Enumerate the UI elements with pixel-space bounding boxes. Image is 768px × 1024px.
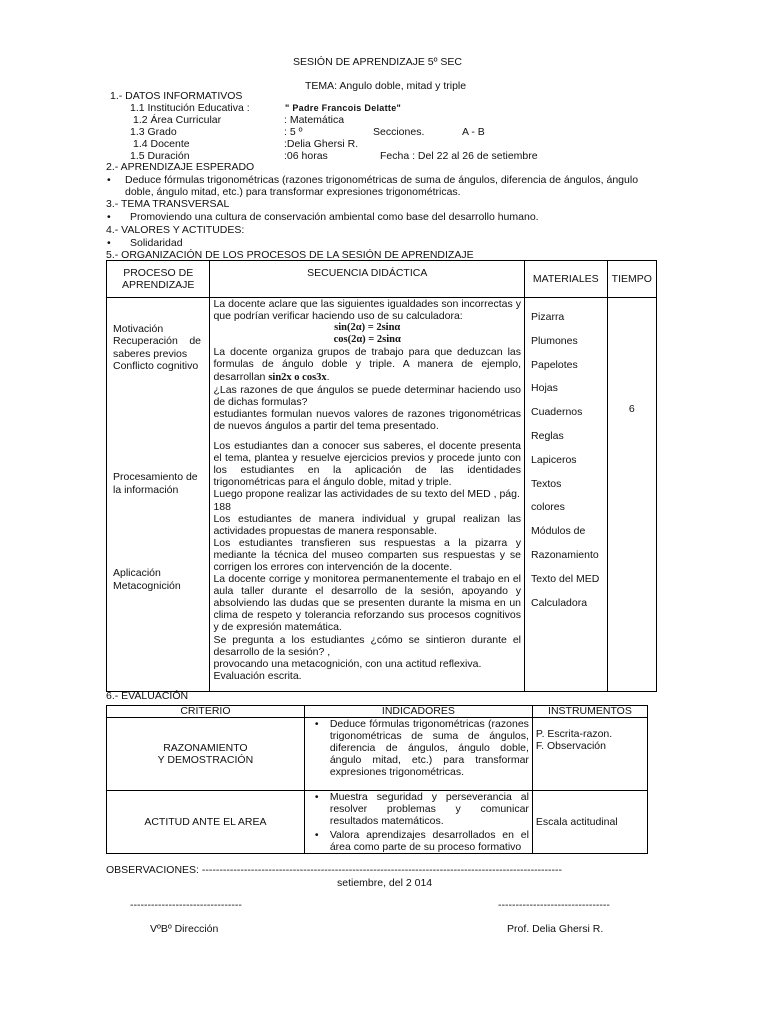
evaluacion-table bbox=[106, 705, 648, 854]
material-item: Módulos de bbox=[531, 525, 586, 538]
material-item: Texto del MED bbox=[531, 572, 600, 585]
transversal-item: Promoviendo una cultura de conservación ambiental como base del desarrollo humano. bbox=[130, 211, 539, 223]
datos-label-institucion: 1.1 Institución Educativa : bbox=[130, 102, 250, 114]
secuencia-p2-text: La docente organiza grupos de trabajo para que deduzcan las formulas de ángulo doble y triple. A manera de ejemplo, desarrollan bbox=[213, 346, 522, 383]
proceso-recuperacion: Recuperación de saberes previos bbox=[113, 335, 201, 360]
criterio-actitud: ACTITUD ANTE EL AREA bbox=[107, 791, 305, 854]
criterio-razonamiento: RAZONAMIENTO Y DEMOSTRACIÓN bbox=[107, 718, 305, 791]
table-body-row bbox=[107, 298, 657, 692]
document-title: SESIÓN DE APRENDIZAJE 5º SEC bbox=[293, 56, 462, 68]
material-item: Lapiceros bbox=[531, 453, 577, 466]
material-item: Razonamiento bbox=[531, 548, 599, 561]
organizacion-table bbox=[106, 260, 657, 692]
secciones-value: A - B bbox=[462, 126, 485, 138]
signature-label-profesora: Prof. Delia Ghersi R. bbox=[507, 923, 604, 935]
section-heading-evaluacion: 6.- EVALUACIÓN bbox=[106, 690, 189, 702]
bullet-icon: • bbox=[107, 237, 111, 249]
section-heading-organizacion: 5.- ORGANIZACIÓN DE LOS PROCESOS DE LA SESIÓN DE APRENDIZAJE bbox=[106, 249, 474, 261]
proceso-metacognicion: Metacognición bbox=[113, 579, 181, 592]
table-header-row bbox=[107, 261, 657, 298]
instrumentos-cell bbox=[532, 718, 647, 791]
datos-value-docente: :Delia Ghersi R. bbox=[284, 138, 359, 150]
instrumento-item: Escala actitudinal bbox=[535, 816, 618, 828]
header-indicadores: INDICADORES bbox=[304, 706, 532, 718]
secuencia-p2-math: sin2x o cos3x bbox=[268, 371, 327, 383]
material-item: Calculadora bbox=[531, 596, 588, 609]
fecha-text: Fecha : Del 22 al 26 de setiembre bbox=[380, 150, 538, 162]
material-item: Hojas bbox=[531, 382, 558, 395]
secuencia-cell bbox=[210, 298, 525, 692]
proceso-cell bbox=[107, 298, 210, 692]
observaciones-line: OBSERVACIONES: ------------------------------------------------------------------------------------------------------- bbox=[106, 864, 563, 876]
tiempo-cell: 6 bbox=[607, 298, 656, 692]
secuencia-p11: provocando una metacognición, con una actitud reflexiva. bbox=[213, 657, 482, 670]
section-heading-transversal: 3.- TEMA TRANSVERSAL bbox=[106, 198, 230, 210]
instrumento-item: F. Observación bbox=[535, 740, 606, 752]
material-item: Papelotes bbox=[531, 358, 578, 371]
secuencia-p2: La docente organiza grupos de trabajo para que deduzcan las formulas de ángulo doble y triple. A manera de ejemplo, desarrollan sin2x o cos3x. bbox=[213, 346, 522, 383]
materiales-cell bbox=[525, 298, 608, 692]
instrumento-item: P. Escrita-razon. bbox=[535, 728, 613, 740]
secuencia-p12: Evaluación escrita. bbox=[213, 669, 302, 682]
signature-line-left: -------------------------------- bbox=[130, 899, 242, 911]
instrumentos-cell bbox=[532, 791, 647, 854]
proceso-conflicto: Conflicto cognitivo bbox=[113, 359, 199, 372]
indicadores-cell bbox=[304, 718, 532, 791]
header-materiales: MATERIALES bbox=[525, 261, 608, 298]
secuencia-p3: ¿Las razones de que ángulos se puede determinar haciendo uso de dichas formulas? bbox=[213, 383, 522, 408]
bullet-icon: • bbox=[107, 174, 111, 186]
header-instrumentos: INSTRUMENTOS bbox=[532, 706, 647, 718]
secuencia-p10: Se pregunta a los estudiantes ¿cómo se sintieron durante el desarrollo de la sesión? , bbox=[213, 633, 522, 658]
section-heading-aprendizaje: 2.- APRENDIZAJE ESPERADO bbox=[106, 161, 255, 173]
indicador-item: • Valora aprendizajes desarrollados en el área como parte de su proceso formativo bbox=[330, 829, 529, 853]
header-secuencia: SECUENCIA DIDÁCTICA bbox=[210, 261, 525, 298]
secuencia-p5: Los estudiantes dan a conocer sus saberes, el docente presenta el tema, plantea y resuelve ejercicios previos y procede junto con los estudiantes en la aplicación de las identidades trigonométricas para el ángulo doble, mitad y triple. bbox=[213, 440, 522, 489]
secuencia-p9: La docente corrige y monitorea permanentemente el trabajo en el aula taller durante el desarrollo de la sesión, apoyando y absolviendo las dudas que se presenten durante la misma en un clima de respeto y tolerancia reforzando sus procesos cognitivos y de expresión matemática. bbox=[213, 573, 522, 634]
secciones-label: Secciones. bbox=[373, 126, 425, 138]
eval-row bbox=[107, 718, 648, 791]
section-heading-datos: 1.- DATOS INFORMATIVOS bbox=[110, 90, 243, 102]
datos-value-institucion: " Padre Francois Delatte" bbox=[285, 103, 402, 113]
signature-label-direccion: VºBº Dirección bbox=[150, 923, 219, 935]
datos-value-area: : Matemática bbox=[284, 114, 345, 126]
material-item: Reglas bbox=[531, 429, 564, 442]
indicador-item: • Muestra seguridad y perseverancia al resolver problemas y comunicar resultados matemáticos. bbox=[330, 791, 529, 827]
secuencia-p7: Los estudiantes de manera individual y grupal realizan las actividades propuestas de manera responsable. bbox=[213, 512, 522, 537]
equation-1: sin(2α) = 2sinα bbox=[334, 322, 401, 334]
header-tiempo: TIEMPO bbox=[607, 261, 656, 298]
proceso-aplicacion: Aplicación bbox=[113, 567, 161, 579]
eval-row bbox=[107, 791, 648, 854]
material-item: colores bbox=[531, 501, 565, 514]
eval-header-row bbox=[107, 706, 648, 718]
proceso-motivacion: Motivación bbox=[113, 323, 164, 335]
secuencia-p4: estudiantes formulan nuevos valores de razones trigonométricas de nuevos ángulos a partir del tema presentado. bbox=[213, 407, 522, 432]
datos-label-docente: 1.4 Docente bbox=[133, 138, 190, 150]
datos-label-duracion: 1.5 Duración bbox=[130, 150, 190, 162]
datos-value-duracion: :06 horas bbox=[284, 150, 328, 162]
secuencia-p1: La docente aclare que las siguientes igualdades son incorrectas y que podrían verificar haciendo uso de su calculadora: bbox=[213, 298, 522, 323]
material-item: Plumones bbox=[531, 334, 578, 347]
footer-date: setiembre, del 2 014 bbox=[337, 877, 433, 889]
bullet-icon: • bbox=[107, 211, 111, 223]
header-proceso: PROCESO DE APRENDIZAJE bbox=[107, 261, 210, 298]
valores-item: Solidaridad bbox=[130, 237, 183, 249]
indicador-item: • Deduce fórmulas trigonométricas (razones trigonométricas de suma de ángulos, diferencia de ángulos, ángulo doble, ángulo mitad, etc.) para transformar expresiones trigonométricas. bbox=[330, 718, 529, 778]
datos-label-grado: 1.3 Grado bbox=[130, 126, 177, 138]
material-item: Pizarra bbox=[531, 311, 565, 323]
material-item: Cuadernos bbox=[531, 406, 583, 419]
equation-2: cos(2α) = 2sinα bbox=[333, 334, 401, 346]
header-criterio: CRITERIO bbox=[107, 706, 305, 718]
aprendizaje-item: Deduce fórmulas trigonométricas (razones trigonométricas de suma de ángulos, diferencia de ángulos, ángulo doble, ángulo mitad, etc.) para transformar expresiones trigonométricas. bbox=[125, 174, 639, 198]
proceso-procesamiento: Procesamiento de la información bbox=[113, 471, 198, 496]
topic-title: TEMA: Angulo doble, mitad y triple bbox=[305, 80, 467, 92]
signature-line-right: -------------------------------- bbox=[498, 899, 610, 911]
indicadores-cell bbox=[304, 791, 532, 854]
secuencia-p8: Los estudiantes transfieren sus respuestas a la pizarra y mediante la técnica del museo comparten sus respuestas y se corrigen los errores con intervención de la docente. bbox=[213, 536, 522, 573]
secuencia-p6: Luego propone realizar las actividades de su texto del MED , pág. 188 bbox=[213, 488, 520, 513]
datos-value-grado: : 5 º bbox=[284, 126, 303, 138]
section-heading-valores: 4.- VALORES Y ACTITUDES: bbox=[106, 224, 245, 236]
material-item: Textos bbox=[531, 477, 562, 490]
datos-label-area: 1.2 Área Curricular bbox=[133, 114, 222, 126]
